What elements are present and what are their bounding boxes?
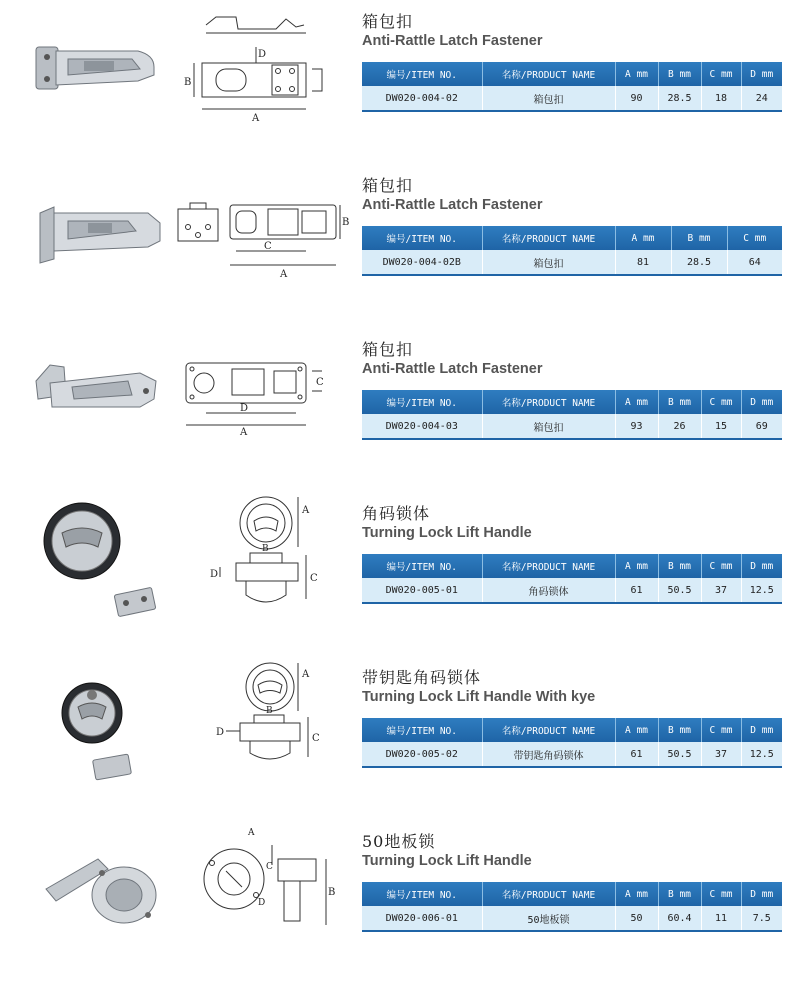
header-product-name: 名称/PRODUCT NAME <box>482 554 615 578</box>
table-header-row <box>362 882 782 906</box>
cell-product-name: 50地板锁 <box>482 906 615 931</box>
latch-technical-drawing <box>176 5 346 125</box>
dim-label-b: B <box>266 706 273 716</box>
header-product-name: 名称/PRODUCT NAME <box>482 882 615 906</box>
cell-b: 28.5 <box>671 250 727 275</box>
lift-handle-photo <box>28 497 168 627</box>
cell-d: 24 <box>741 86 782 111</box>
product-cn-title: 箱包扣 <box>362 176 414 195</box>
header-c: C mm <box>701 718 741 742</box>
product-section-6 <box>0 825 800 985</box>
latch-photo <box>28 9 168 109</box>
product-en-title: Turning Lock Lift Handle With kye <box>362 689 596 705</box>
table-row <box>362 250 782 275</box>
dim-label-c: C <box>312 733 320 744</box>
dim-label-d: D <box>258 898 266 908</box>
header-c: C mm <box>727 226 782 250</box>
header-c: C mm <box>701 390 741 414</box>
dim-label-b: B <box>262 544 269 554</box>
latch-technical-drawing <box>176 333 346 453</box>
product-section-3 <box>0 333 800 493</box>
dim-label-c: C <box>310 573 318 584</box>
product-en-title: Anti-Rattle Latch Fastener <box>362 33 543 49</box>
cell-c: 15 <box>701 414 741 439</box>
header-item-no: 编号/ITEM NO. <box>362 62 482 86</box>
table-header-row <box>362 554 782 578</box>
lift-handle-with-key-technical-drawing <box>176 661 346 781</box>
header-c: C mm <box>701 554 741 578</box>
cell-d: 12.5 <box>741 578 782 603</box>
cell-item-no: DW020-004-02 <box>362 86 482 111</box>
header-a: A mm <box>615 882 658 906</box>
cell-b: 28.5 <box>658 86 701 111</box>
header-a: A mm <box>615 226 671 250</box>
product-en-title: Turning Lock Lift Handle <box>362 853 532 869</box>
cell-c: 37 <box>701 742 741 767</box>
table-row <box>362 414 782 439</box>
product-en-title: Anti-Rattle Latch Fastener <box>362 197 543 213</box>
cell-product-name: 带钥匙角码锁体 <box>482 742 615 767</box>
latch-photo <box>28 173 168 273</box>
floor-lock-technical-drawing <box>176 825 346 945</box>
cell-c: 37 <box>701 578 741 603</box>
product-section-5 <box>0 661 800 821</box>
product-section-1 <box>0 5 800 165</box>
cell-a: 81 <box>615 250 671 275</box>
floor-lock-photo <box>28 829 168 939</box>
dim-label-b: B <box>184 77 192 88</box>
header-b: B mm <box>658 882 701 906</box>
cell-a: 61 <box>615 742 658 767</box>
header-d: D mm <box>741 882 782 906</box>
table-row <box>362 86 782 111</box>
product-section-2 <box>0 169 800 329</box>
cell-product-name: 箱包扣 <box>482 250 615 275</box>
product-section-4 <box>0 497 800 657</box>
header-b: B mm <box>671 226 727 250</box>
dim-label-d: D <box>216 727 225 738</box>
dim-label-d: D <box>258 49 267 60</box>
dim-label-a: A <box>240 427 248 438</box>
cell-c: 11 <box>701 906 741 931</box>
product-cn-title: 角码锁体 <box>362 504 431 523</box>
header-item-no: 编号/ITEM NO. <box>362 226 482 250</box>
product-en-title: Anti-Rattle Latch Fastener <box>362 361 543 377</box>
cell-b: 26 <box>658 414 701 439</box>
spec-table <box>362 390 782 440</box>
table-header-row <box>362 226 782 250</box>
cell-d: 12.5 <box>741 742 782 767</box>
cell-product-name: 箱包扣 <box>482 414 615 439</box>
cell-a: 90 <box>615 86 658 111</box>
dim-label-b: B <box>328 887 336 898</box>
cell-a: 61 <box>615 578 658 603</box>
header-a: A mm <box>615 390 658 414</box>
cell-item-no: DW020-005-02 <box>362 742 482 767</box>
cell-c: 18 <box>701 86 741 111</box>
header-c: C mm <box>701 62 741 86</box>
header-item-no: 编号/ITEM NO. <box>362 882 482 906</box>
dim-label-c: C <box>266 862 273 872</box>
dim-label-a: A <box>302 505 310 516</box>
product-cn-title: 箱包扣 <box>362 12 414 31</box>
latch-photo <box>28 337 168 437</box>
header-item-no: 编号/ITEM NO. <box>362 554 482 578</box>
header-d: D mm <box>741 718 782 742</box>
table-header-row <box>362 390 782 414</box>
dim-label-a: A <box>252 113 260 124</box>
table-row <box>362 742 782 767</box>
header-b: B mm <box>658 62 701 86</box>
cell-item-no: DW020-004-03 <box>362 414 482 439</box>
header-b: B mm <box>658 390 701 414</box>
cell-d: 7.5 <box>741 906 782 931</box>
header-a: A mm <box>615 554 658 578</box>
product-cn-title: 带钥匙角码锁体 <box>362 668 482 687</box>
header-item-no: 编号/ITEM NO. <box>362 390 482 414</box>
dim-label-c: C <box>316 377 324 388</box>
spec-table <box>362 226 782 276</box>
latch-technical-drawing <box>176 169 350 289</box>
lift-handle-technical-drawing <box>176 497 346 617</box>
dim-label-d: D <box>210 569 219 580</box>
header-d: D mm <box>741 390 782 414</box>
header-product-name: 名称/PRODUCT NAME <box>482 226 615 250</box>
dim-label-d: D <box>240 403 249 414</box>
dim-label-a: A <box>302 669 310 680</box>
cell-product-name: 箱包扣 <box>482 86 615 111</box>
table-header-row <box>362 718 782 742</box>
header-c: C mm <box>701 882 741 906</box>
spec-table <box>362 882 782 932</box>
cell-b: 60.4 <box>658 906 701 931</box>
cell-item-no: DW020-004-02B <box>362 250 482 275</box>
dim-label-a: A <box>248 828 255 838</box>
header-product-name: 名称/PRODUCT NAME <box>482 718 615 742</box>
product-cn-title: 箱包扣 <box>362 340 414 359</box>
cell-item-no: DW020-006-01 <box>362 906 482 931</box>
header-product-name: 名称/PRODUCT NAME <box>482 390 615 414</box>
cell-item-no: DW020-005-01 <box>362 578 482 603</box>
table-header-row <box>362 62 782 86</box>
lift-handle-with-key-photo <box>28 675 168 785</box>
header-b: B mm <box>658 554 701 578</box>
header-item-no: 编号/ITEM NO. <box>362 718 482 742</box>
dim-label-a: A <box>280 269 288 280</box>
header-product-name: 名称/PRODUCT NAME <box>482 62 615 86</box>
table-row <box>362 578 782 603</box>
product-cn-title: 50地板锁 <box>362 832 436 851</box>
cell-c: 64 <box>727 250 782 275</box>
cell-product-name: 角码锁体 <box>482 578 615 603</box>
cell-b: 50.5 <box>658 578 701 603</box>
cell-b: 50.5 <box>658 742 701 767</box>
dim-label-c: C <box>264 241 272 252</box>
header-a: A mm <box>615 718 658 742</box>
header-d: D mm <box>741 62 782 86</box>
table-row <box>362 906 782 931</box>
spec-table <box>362 554 782 604</box>
spec-table <box>362 62 782 112</box>
header-a: A mm <box>615 62 658 86</box>
product-en-title: Turning Lock Lift Handle <box>362 525 532 541</box>
spec-table <box>362 718 782 768</box>
cell-d: 69 <box>741 414 782 439</box>
header-d: D mm <box>741 554 782 578</box>
cell-a: 93 <box>615 414 658 439</box>
dim-label-b: B <box>342 217 350 228</box>
cell-a: 50 <box>615 906 658 931</box>
header-b: B mm <box>658 718 701 742</box>
